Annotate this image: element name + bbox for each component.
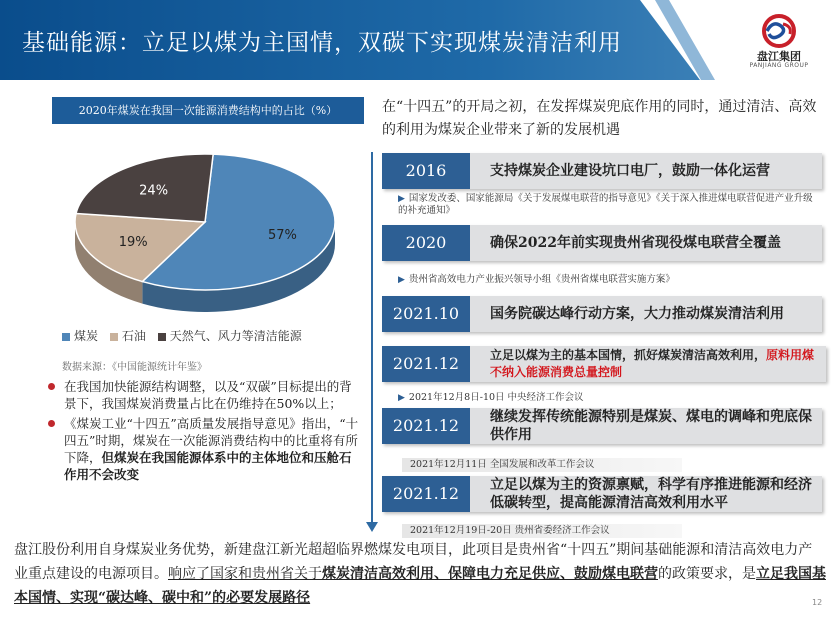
summary-paragraph — [14, 538, 826, 610]
timeline-year: 2021.12 — [382, 346, 470, 382]
chart-legend — [62, 327, 310, 344]
legend-item-clean-energy — [158, 329, 302, 343]
pie-slice-label: 24% — [139, 183, 169, 199]
bullet-dot-icon — [48, 420, 55, 427]
summary-text: 盘江股份利用自身煤炭业务优势，新建盘江新光超超临界燃煤发电项目，此项目是贵州省“十四五”期间基础能源和清洁高效电力产业重点建设的电源项目。 — [14, 542, 813, 582]
timeline-text: 立足以煤为主的资源禀赋，科学有序推进能源和经济低碳转型，提高能源清洁高效利用水平 — [490, 477, 812, 511]
logo-mark-icon — [759, 14, 799, 48]
timeline-year: 2021.10 — [382, 296, 470, 332]
logo-name: 盘江集团 — [757, 50, 801, 63]
triangle-icon: ▶ — [398, 275, 405, 285]
timeline-text: 国务院碳达峰行动方案，大力推动煤炭清洁利用 — [490, 306, 784, 322]
legend-label: 天然气、风力等清洁能源 — [169, 329, 302, 343]
chart-title: 2020年煤炭在我国一次能源消费结构中的占比（%） — [52, 97, 364, 124]
timeline-text-part: 立足以煤为主的基本国情，抓好煤炭清洁高效利用， — [490, 348, 767, 362]
timeline-note: 2021年12月11日 全国发展和改革工作会议 — [402, 458, 682, 472]
page-title: 基础能源：立足以煤为主国情，双碳下实现煤炭清洁利用 — [22, 30, 622, 56]
timeline-row — [382, 153, 822, 189]
timeline-note — [398, 193, 818, 217]
bullet-item — [44, 415, 362, 483]
timeline-arrow-icon — [366, 522, 378, 532]
timeline-note — [398, 389, 584, 403]
bullet-item — [44, 378, 362, 412]
timeline-row — [382, 225, 822, 261]
timeline-year: 2016 — [382, 153, 470, 189]
timeline-text: 确保2022年前实现贵州省现役煤电联营全覆盖 — [490, 235, 781, 251]
timeline-row — [382, 408, 822, 444]
timeline-note — [398, 271, 675, 285]
timeline-text: 继续发挥传统能源特别是煤炭、煤电的调峰和兜底保供作用 — [490, 409, 812, 443]
timeline-text-highlight: 原料用煤不纳入能源消费总量控制 — [490, 348, 815, 379]
legend-swatch — [158, 333, 166, 341]
bullet-text: 在我国加快能源结构调整，以及“双碳”目标提出的背景下，我国煤炭消费量占比在仍维持在50%以上； — [64, 379, 352, 411]
timeline-axis — [371, 152, 373, 527]
company-logo — [742, 14, 816, 72]
summary-underlined: 响应了国家和贵州省关于 — [168, 566, 322, 582]
legend-label: 煤炭 — [74, 329, 99, 343]
note-text: 2021年12月8日-10日 中央经济工作会议 — [408, 392, 584, 403]
triangle-icon: ▶ — [398, 393, 405, 403]
timeline-row — [382, 296, 822, 332]
timeline-row — [382, 346, 826, 382]
legend-item-oil — [110, 329, 146, 343]
bullet-text: 《煤炭工业“十四五”高质量发展指导意见》指出，“十四五”时期，煤炭在一次能源消费结构中的比重将有所下降， — [64, 416, 359, 465]
logo-english-name: PANJIANG GROUP — [749, 62, 809, 69]
bullet-bold-text: 但煤炭在我国能源体系中的主体地位和压舱石作用不会改变 — [64, 450, 352, 482]
timeline-year: 2021.12 — [382, 476, 470, 512]
timeline-text — [490, 346, 820, 382]
legend-swatch — [110, 333, 118, 341]
data-source: 数据来源：《中国能源统计年鉴》 — [62, 362, 207, 373]
pie-slice-label: 19% — [118, 235, 148, 251]
summary-bold-underlined: 立足我国基本国情、实现“碳达峰、碳中和”的必要发展路径 — [14, 566, 826, 606]
bullet-dot-icon — [48, 383, 55, 390]
legend-swatch — [62, 333, 70, 341]
pie-chart — [40, 134, 370, 334]
triangle-icon: ▶ — [398, 194, 405, 204]
timeline-text: 支持煤炭企业建设坑口电厂，鼓励一体化运营 — [490, 163, 770, 179]
summary-bold-underlined: 煤炭清洁高效利用、保障电力充足供应、鼓励煤电联营 — [322, 566, 658, 582]
legend-label: 石油 — [121, 329, 146, 343]
timeline-note: 2021年12月19日-20日 贵州省委经济工作会议 — [402, 524, 682, 538]
bullet-list — [44, 378, 362, 486]
note-text: 国家发改委、国家能源局《关于发展煤电联营的指导意见》《关于深入推进煤电联营促进产业升级的补充通知》 — [398, 193, 813, 216]
summary-text: 的政策要求，是 — [658, 566, 756, 582]
intro-text: 在“十四五”的开局之初，在发挥煤炭兜底作用的同时，通过清洁、高效的利用为煤炭企业带来了新的发展机遇 — [382, 99, 817, 138]
pie-slice-label: 57% — [267, 227, 297, 243]
timeline-year: 2021.12 — [382, 408, 470, 444]
page-number: 12 — [812, 598, 823, 607]
timeline-year: 2020 — [382, 225, 470, 261]
note-text: 贵州省高效电力产业振兴领导小组《贵州省煤电联营实施方案》 — [408, 274, 675, 285]
timeline-row — [382, 476, 822, 512]
legend-item-coal — [62, 329, 98, 343]
